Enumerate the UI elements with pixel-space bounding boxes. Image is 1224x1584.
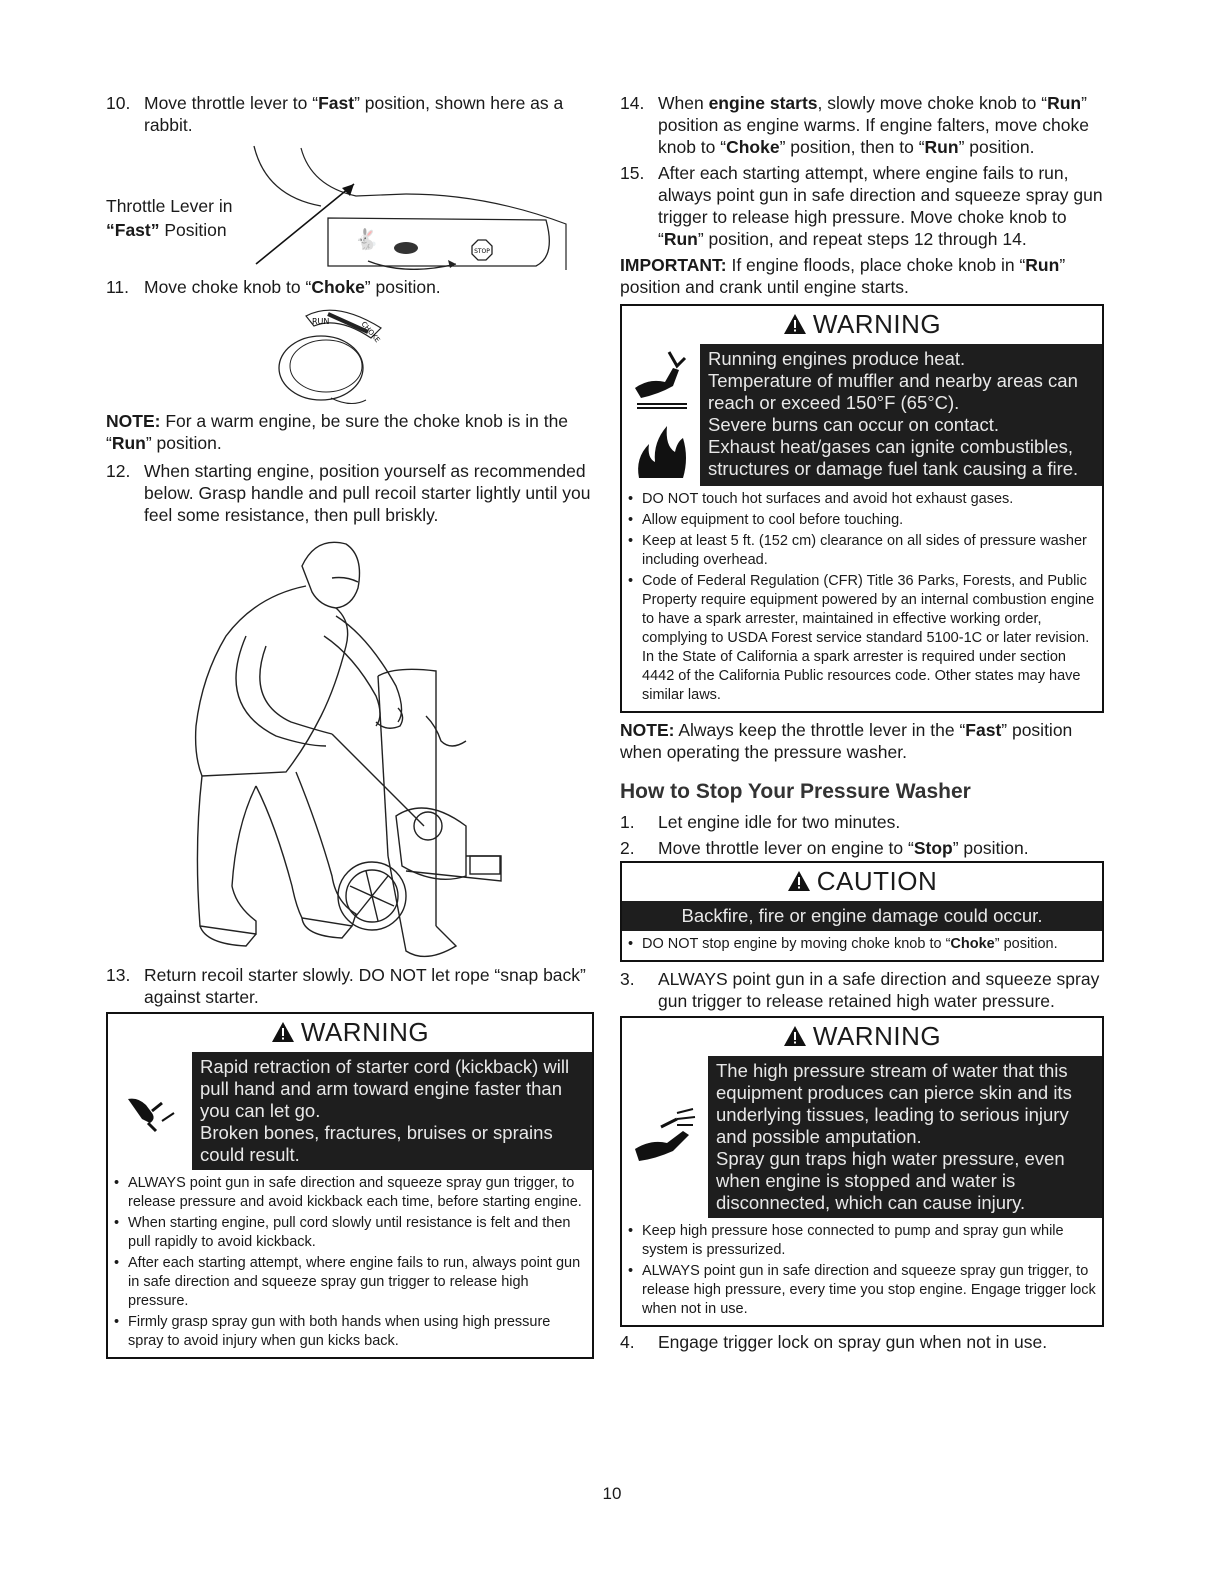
svg-text:🐇: 🐇 [354,227,379,251]
stop-step-4: 4. Engage trigger lock on spray gun when not in use. [620,1332,1048,1352]
page-number: 10 [602,1484,622,1503]
starting-illustration [106,526,594,964]
list-item: • ALWAYS point gun in safe direction and squeeze spray gun trigger, to release high pressure, every time you stop engine. Engage trigger lock when not in use. [628,1262,1098,1319]
list-item: • Firmly grasp spray gun with both hands when using high pressure spray to avoid injury when gun kicks back. [114,1313,588,1351]
hot-surface-icon [629,348,693,412]
warning-triangle-icon [787,870,811,892]
caution-box [620,861,1104,962]
list-item: • Keep high pressure hose connected to pump and spray gun while system is pressurized. [628,1222,1098,1260]
high-pressure-warning-header: WARNING [622,1018,1102,1056]
stop-step-3: 3. ALWAYS point gun in a safe direction and squeeze spray gun trigger to release retained high water pressure. [620,969,1100,1011]
note-warm-engine: NOTE: For a warm engine, be sure the choke knob is in the “Run” position. [106,411,569,453]
svg-text:RUN: RUN [312,317,330,326]
heat-warning-header: WARNING [622,306,1102,344]
list-item: • DO NOT stop engine by moving choke knob to “Choke” position. [628,935,1098,954]
list-item: • ALWAYS point gun in safe direction and squeeze spray gun trigger, to release pressure and avoid kickback each time, before starting engine. [114,1174,588,1212]
throttle-figure [106,136,594,270]
choke-figure [106,298,594,410]
important-note: IMPORTANT: If engine floods, place choke knob in “Run” position and crank until engine starts. [620,255,1066,297]
high-pressure-hazard-text: The high pressure stream of water that this equipment produces can pierce skin and its underlying tissues, leading to serious injury and possible amputation. Spray gun traps high water pressure, even when engine is stopped and water is disconnected, which can cause injury. [708,1056,1102,1218]
note-throttle-fast: NOTE: Always keep the throttle lever in the “Fast” position when operating the pressure washer. [620,720,1073,762]
section-heading-stop: How to Stop Your Pressure Washer [620,780,971,803]
right-column [620,92,1104,1353]
caution-precautions [622,931,1102,960]
step-13: 13. Return recoil starter slowly. DO NOT let rope “snap back” against starter. [106,965,586,1007]
list-item: • When starting engine, pull cord slowly until resistance is felt and then pull rapidly to avoid kickback. [114,1214,588,1252]
fire-icon [629,418,693,482]
caution-header: CAUTION [622,863,1102,901]
stop-step-2: 2. Move throttle lever on engine to “Stop” position. [620,838,1029,858]
step-14: 14. When engine starts, slowly move choke knob to “Run” position as engine warms. If engine falters, move choke knob to “Choke” position, then to “Run” position. [620,93,1089,157]
left-column [106,92,594,1359]
throttle-illustration [106,136,594,270]
warning-triangle-icon [271,1021,295,1043]
warning-triangle-icon [783,1025,807,1047]
step-11: 11. Move choke knob to “Choke” position. [106,277,441,297]
list-item: • Code of Federal Regulation (CFR) Title 36 Parks, Forests, and Public Property require equipment powered by an internal combustion engine to have a spark arrester, maintained in effective working order, complying to USDA Forest service standard 5100-1C or later revision. In the State of California a spark arrester is required under section 4442 of the California Public resources code. Other states may have similar laws. [628,572,1098,705]
kickback-hand-icon [122,1089,178,1133]
warning-triangle-icon [783,313,807,335]
list-item: • Keep at least 5 ft. (152 cm) clearance on all sides of pressure washer including overhead. [628,532,1098,570]
heat-warning-box [620,304,1104,713]
kickback-warning-header: WARNING [108,1014,592,1052]
throttle-caption: Throttle Lever in “Fast” Position [106,196,233,240]
caution-hazard-text: Backfire, fire or engine damage could occur. [622,901,1102,931]
high-pressure-precautions [622,1218,1102,1325]
stop-step-1: 1. Let engine idle for two minutes. [620,812,901,832]
person-pulling-starter-drawing [106,526,594,964]
stop-sign-label: STOP [474,248,490,255]
list-item: • DO NOT touch hot surfaces and avoid hot exhaust gases. [628,490,1098,509]
svg-text:CHOKE: CHOKE [359,320,382,345]
heat-hazard-text: Running engines produce heat. Temperature of muffler and nearby areas can reach or exceed 150°F (65°C). Severe burns can occur on contact. Exhaust heat/gases can ignite combustibles, structures or damage fuel tank causing a fire. [700,344,1102,486]
choke-illustration [106,298,594,410]
step-15: 15. After each starting attempt, where engine fails to run, always point gun in safe direction and squeeze spray gun trigger to release high pressure. Move choke knob to “Run” position, and repeat steps 12 through 14. [620,163,1103,249]
list-item: • After each starting attempt, where engine fails to run, always point gun in safe direction and squeeze spray gun trigger to release high pressure. [114,1254,588,1311]
heat-precautions [622,486,1102,711]
step-12: 12. When starting engine, position yourself as recommended below. Grasp handle and pull recoil starter lightly until you feel some resistance, then pull briskly. [106,461,591,525]
step-10: 10. Move throttle lever to “Fast” position, shown here as a rabbit. [106,93,564,135]
kickback-precautions [108,1170,592,1357]
kickback-warning-box [106,1012,594,1359]
kickback-hazard-text: Rapid retraction of starter cord (kickback) will pull hand and arm toward engine faster than you can let go. Broken bones, fractures, bruises or sprains could result. [192,1052,592,1170]
list-item: • Allow equipment to cool before touching. [628,511,1098,530]
high-pressure-warning-box [620,1016,1104,1327]
injection-injury-icon [631,1107,699,1167]
